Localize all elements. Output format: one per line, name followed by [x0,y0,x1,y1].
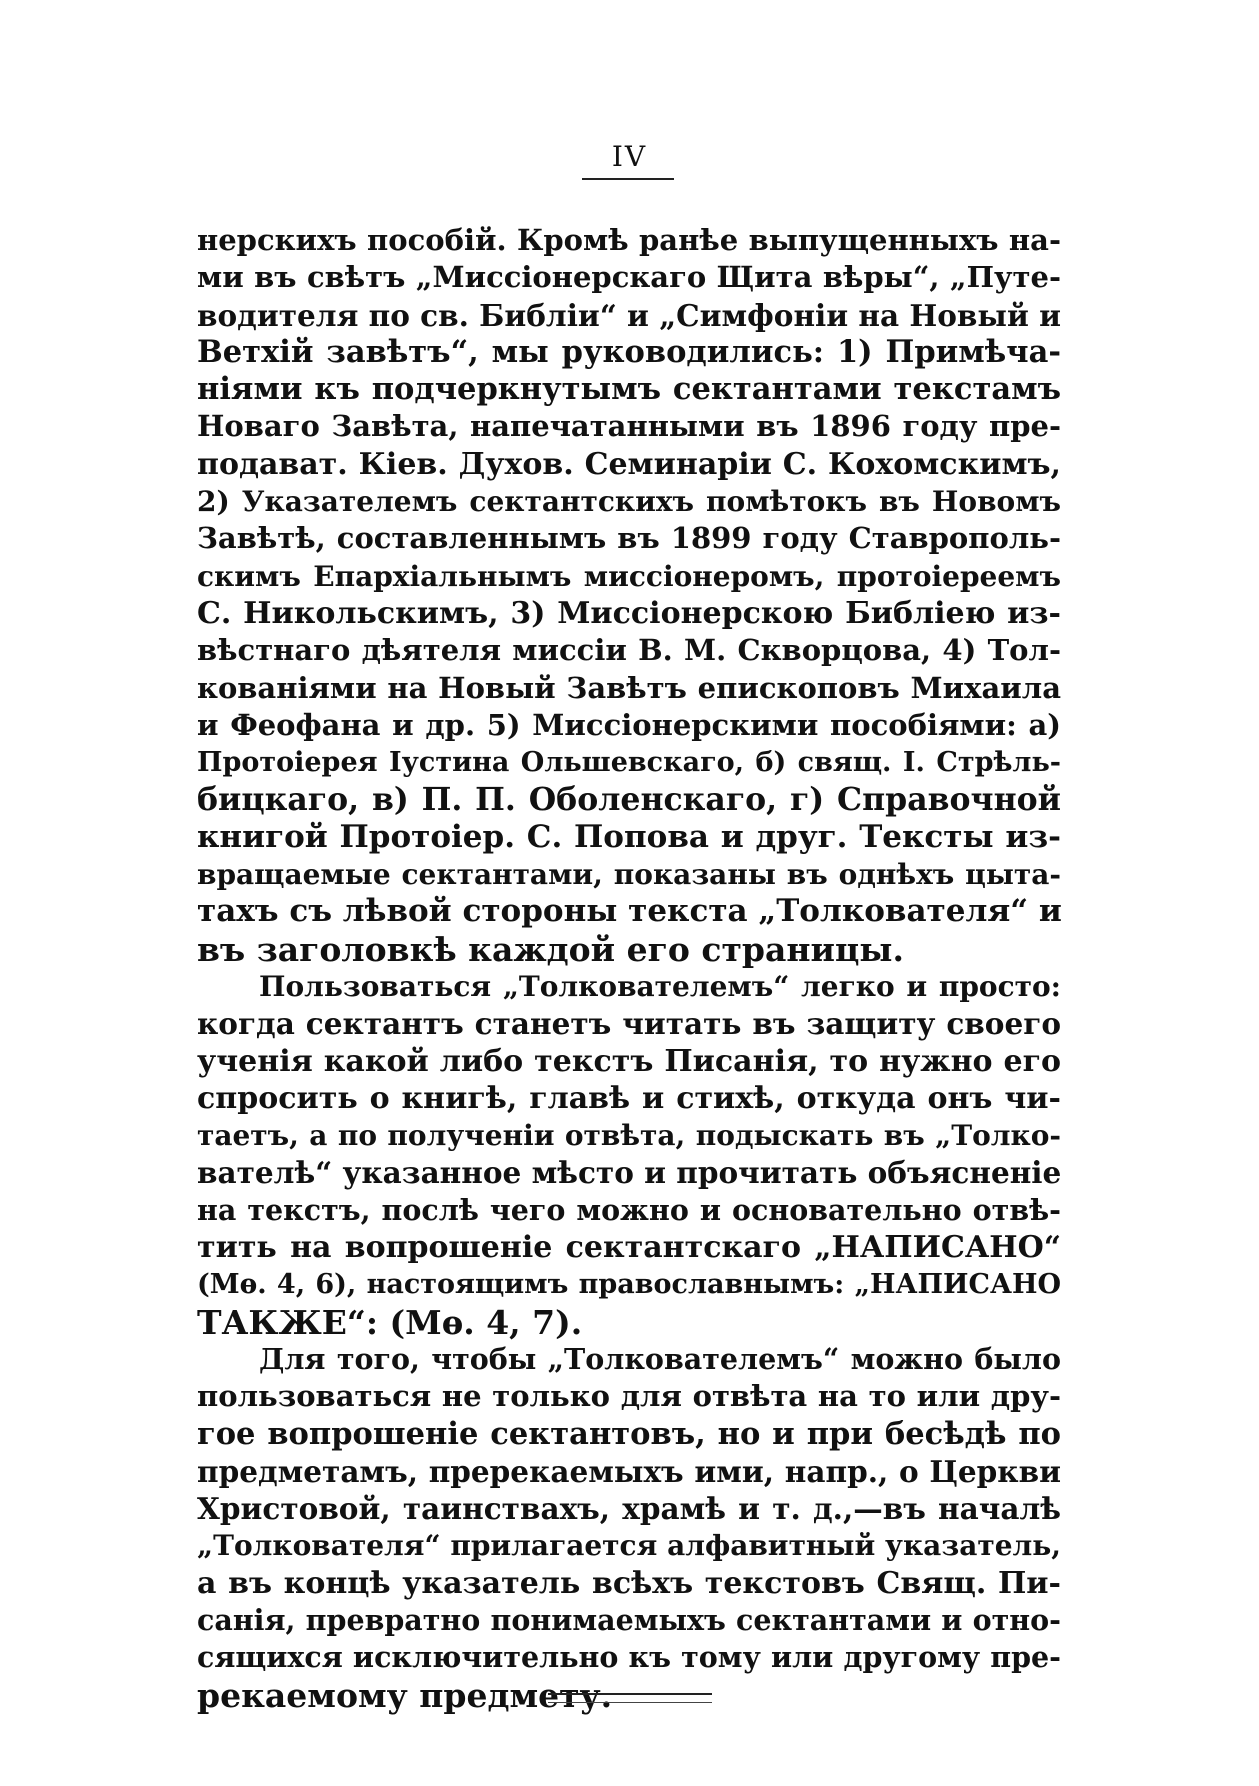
text-line: санія, превратно понимаемыхъ сектантами и отно- [197,1602,1061,1637]
text-line: пользоваться не только для отвѣта на то или дру- [197,1379,1061,1414]
text-line: вращаемые сектантами, показаны въ однѣхъ цыта- [197,858,1061,892]
text-line: ніями къ подчеркнутымъ сектантами текстамъ [197,371,1061,408]
text-line: ТАКЖЕ“: (Мѳ. 4, 7). [197,1302,583,1342]
text-line: въ заголовкѣ каждой его страницы. [197,929,904,969]
text-line: скимъ Епархіальнымъ миссіонеромъ, протоіереемъ [197,559,1061,593]
text-line: ученія какой либо текстъ Писанія, то нужно его [197,1043,1061,1079]
body-text [197,222,1061,1714]
text-line: бицкаго, в) П. П. Оболенскаго, г) Справочной [197,781,1061,819]
end-divider-secondary [548,1702,712,1703]
text-line: вѣстнаго дѣятеля миссіи В. М. Скворцова, 4) Тол- [197,633,1061,668]
text-line: Ветхій завѣтъ“, мы руководились: 1) Примѣча- [197,333,1061,370]
text-line: спросить о книгѣ, главѣ и стихѣ, откуда онъ чи- [197,1080,1061,1116]
text-line: Протоіерея Іустина Ольшевскаго, б) свящ. І. Стрѣль- [197,747,1061,779]
text-line: кованіями на Новый Завѣтъ епископовъ Михаила [197,670,1061,705]
text-line: тить на вопрошеніе сектантскаго „НАПИСАНО“ [197,1230,1061,1266]
text-line: гое вопрошеніе сектантовъ, но и при бесѣдѣ по [197,1415,1061,1452]
text-line: и Феофана и др. 5) Миссіонерскими пособіями: а) [197,707,1061,742]
page-number-divider [582,178,674,180]
end-divider [548,1693,712,1695]
text-line: на текстъ, послѣ чего можно и основательно отвѣ- [197,1192,1061,1227]
text-line: сящихся исключительно къ тому или другому пре- [197,1640,1061,1675]
text-line: Пользоваться „Толкователемъ“ легко и просто: [259,969,1061,1003]
text-line: С. Никольскимъ, 3) Миссіонерскою Библіею из- [197,595,1061,631]
text-line: Новаго Завѣта, напечатанными въ 1896 году пре- [197,409,1061,444]
text-line: вателѣ“ указанное мѣсто и прочитать объясненіе [197,1155,1062,1191]
text-line: тахъ съ лѣвой стороны текста „Толкователя“ и [197,893,1062,930]
text-line: таетъ, а по полученіи отвѣта, подыскать въ „Толко- [197,1119,1061,1153]
text-line: (Мѳ. 4, 6), настоящимъ православнымъ: „НАПИСАНО [197,1269,1061,1301]
text-line: Христовой, таинствахъ, храмѣ и т. д.,—въ началѣ [197,1491,1061,1527]
text-line: 2) Указателемъ сектантскихъ помѣтокъ въ Новомъ [197,485,1061,519]
text-line: рекаемому предмету. [197,1675,613,1715]
text-line: книгой Протоіер. С. Попова и друг. Тексты из- [197,818,1061,855]
text-line: нерскихъ пособій. Кромѣ ранѣе выпущенныхъ на- [197,223,1061,257]
text-line: водителя по св. Библіи“ и „Симфоніи на Новый и [197,297,1062,333]
text-line: Завѣтѣ, составленнымъ въ 1899 году Ставрополь- [197,521,1061,556]
page-number: IV [611,140,648,173]
text-line: а въ концѣ указатель всѣхъ текстовъ Свящ. Пи- [197,1565,1061,1601]
text-line: ми въ свѣтъ „Миссіонерскаго Щита вѣры“, „Путе- [197,260,1061,295]
text-line: „Толкователя“ прилагается алфавитный указатель, [197,1529,1061,1563]
text-line: предметамъ, пререкаемыхъ ими, напр., о Церкви [197,1453,1061,1489]
text-line: когда сектантъ станетъ читать въ защиту своего [197,1006,1061,1042]
text-line: Для того, чтобы „Толкователемъ“ можно было [259,1341,1061,1376]
text-line: подават. Кіев. Духов. Семинаріи С. Кохомскимъ, [197,446,1061,482]
